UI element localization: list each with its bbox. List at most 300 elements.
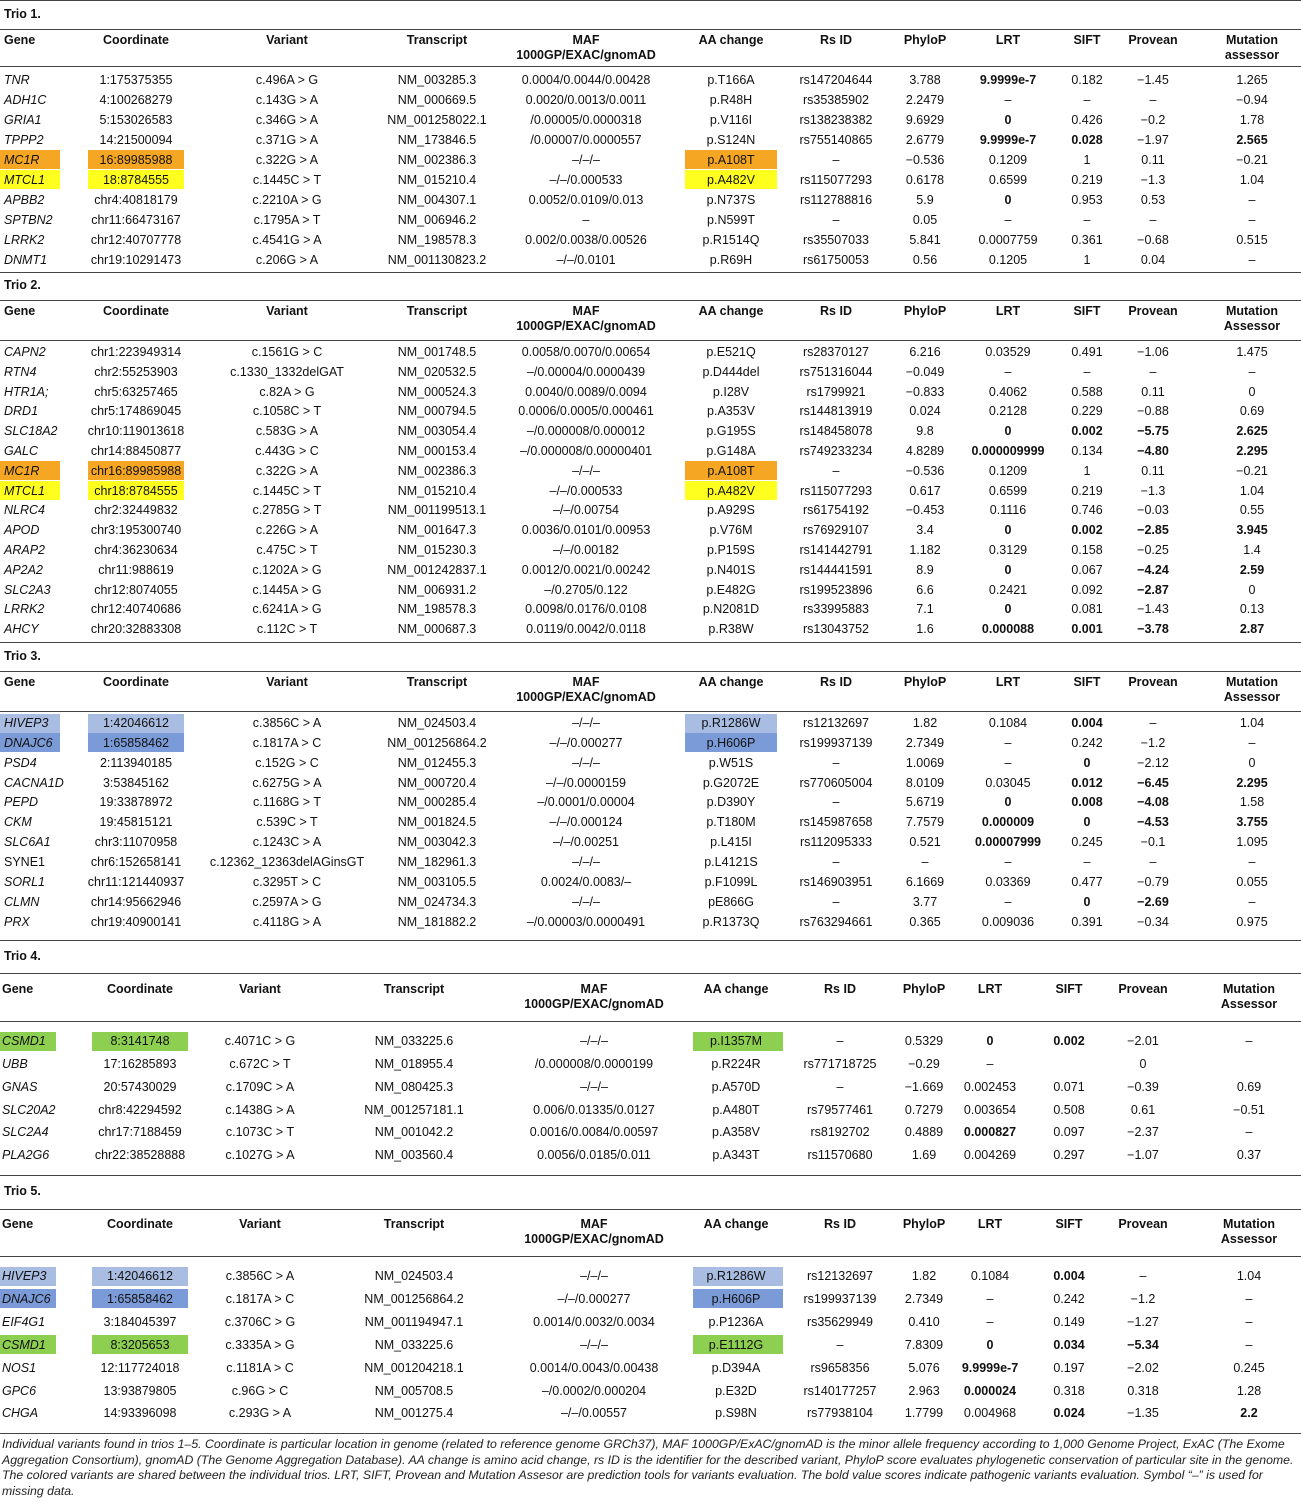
- cell-mutation-assessor: 2.59: [1239, 562, 1265, 577]
- cell-coordinate: 14:21500094: [99, 132, 173, 147]
- cell-aa-change: p.N599T: [707, 212, 755, 227]
- cell-coordinate: 1:42046612: [102, 716, 170, 730]
- cell-rs-id: –: [832, 755, 840, 770]
- cell-sift: –: [1083, 364, 1091, 379]
- cell-aa-change: p.R1514Q: [702, 232, 760, 247]
- cell-phylop: 1.69: [911, 1148, 937, 1163]
- cell-provean: −2.01: [1127, 1034, 1159, 1048]
- cell-phylop: 0.56: [912, 252, 938, 267]
- cell-lrt: 0.1209: [988, 152, 1028, 167]
- cell-lrt: 0.002453: [963, 1079, 1017, 1094]
- cell-sift: 0.158: [1071, 543, 1103, 557]
- cell-maf: –/–/0.0000159: [546, 775, 626, 790]
- cell-mutation-assessor: 0.245: [1233, 1360, 1265, 1375]
- cell-lrt: –: [986, 1291, 994, 1306]
- cell-coordinate: chr17:7188459: [98, 1125, 182, 1140]
- cell-aa-change: p.R69H: [709, 252, 753, 267]
- cell-phylop: 0.5329: [904, 1034, 944, 1048]
- header-gene: Gene: [4, 304, 36, 318]
- header-rs-id: Rs ID: [824, 982, 856, 996]
- cell-rs-id: –: [836, 1079, 844, 1094]
- cell-coordinate: chr20:32883308: [90, 622, 182, 637]
- cell-transcript: NM_033225.6: [374, 1034, 454, 1048]
- trio-title: Trio 4.: [4, 949, 41, 963]
- cell-transcript: NM_005708.5: [374, 1383, 454, 1398]
- cell-transcript: NM_002386.3: [397, 152, 477, 167]
- cell-mutation-assessor: 1.78: [1239, 112, 1265, 127]
- cell-mutation-assessor: 0.69: [1236, 1079, 1262, 1094]
- cell-gene: LRRK2: [4, 232, 45, 247]
- cell-aa-change: p.A108T: [707, 463, 755, 478]
- cell-gene: LRRK2: [4, 602, 45, 617]
- cell-provean: –: [1149, 364, 1157, 379]
- header-coordinate: Coordinate: [103, 675, 169, 689]
- cell-lrt: –: [1004, 212, 1012, 227]
- cell-variant: c.1027G > A: [225, 1148, 295, 1163]
- cell-lrt: 0.03369: [985, 874, 1031, 889]
- cell-aa-change: p.E32D: [715, 1383, 757, 1398]
- cell-aa-change: p.N2081D: [702, 602, 760, 617]
- cell-phylop: –: [921, 854, 929, 869]
- cell-phylop: 9.6929: [905, 112, 945, 127]
- header-mutation-assessor: Mutation Assessor: [1223, 304, 1281, 333]
- cell-transcript: NM_181882.2: [397, 914, 477, 929]
- cell-sift: 1: [1083, 152, 1091, 167]
- cell-lrt: 0.1209: [988, 463, 1028, 478]
- cell-transcript: NM_015230.3: [397, 543, 477, 557]
- cell-transcript: NM_000687.3: [397, 622, 477, 637]
- header-phylop: PhyloP: [903, 33, 947, 47]
- cell-provean: 0: [1139, 1056, 1147, 1071]
- cell-transcript: NM_001748.5: [397, 345, 477, 359]
- cell-rs-id: rs141442791: [799, 543, 873, 557]
- cell-gene: PEPD: [4, 795, 39, 810]
- cell-mutation-assessor: –: [1248, 252, 1256, 267]
- cell-mutation-assessor: 1.28: [1236, 1383, 1262, 1398]
- cell-variant: c.1073C > T: [225, 1125, 295, 1140]
- cell-lrt: –: [1004, 92, 1012, 107]
- header-bottom-rule: [0, 1256, 1301, 1257]
- cell-transcript: NM_015210.4: [397, 172, 477, 187]
- cell-aa-change: p.R1373Q: [702, 914, 760, 929]
- cell-aa-change: p.A358V: [712, 1125, 760, 1140]
- cell-provean: −3.78: [1137, 622, 1169, 637]
- cell-mutation-assessor: –: [1245, 1314, 1253, 1329]
- cell-lrt: –: [1004, 755, 1012, 770]
- cell-rs-id: rs79577461: [806, 1102, 874, 1117]
- cell-aa-change: p.A353V: [707, 404, 755, 419]
- cell-phylop: 5.6719: [905, 795, 945, 810]
- cell-transcript: NM_001194947.1: [364, 1314, 464, 1329]
- cell-mutation-assessor: 3.755: [1236, 815, 1268, 830]
- cell-variant: c.1817A > C: [225, 1291, 295, 1306]
- cell-rs-id: –: [836, 1337, 844, 1352]
- cell-maf: 0.0014/0.0043/0.00438: [529, 1360, 659, 1375]
- cell-transcript: NM_006946.2: [397, 212, 477, 227]
- cell-gene: MC1R: [4, 463, 40, 478]
- cell-maf: /0.00007/0.0000557: [530, 132, 642, 147]
- cell-phylop: 2.2479: [905, 92, 945, 107]
- cell-rs-id: rs199937139: [803, 1291, 877, 1306]
- cell-transcript: NM_001647.3: [397, 523, 477, 538]
- cell-maf: –/–/0.000277: [549, 735, 623, 750]
- cell-provean: −4.24: [1137, 562, 1169, 577]
- cell-gene: SYNE1: [4, 854, 45, 869]
- cell-coordinate: 2:113940185: [99, 755, 173, 770]
- cell-maf: 0.0016/0.0084/0.00597: [529, 1125, 659, 1140]
- cell-variant: c.1330_1332delGAT: [230, 364, 344, 379]
- cell-phylop: −0.536: [905, 463, 945, 478]
- cell-sift: 0.002: [1071, 424, 1103, 439]
- cell-rs-id: rs755140865: [799, 132, 873, 147]
- cell-mutation-assessor: 0.055: [1236, 874, 1268, 889]
- cell-gene: EIF4G1: [2, 1314, 46, 1329]
- cell-provean: −4.80: [1137, 444, 1169, 458]
- cell-phylop: 8.0109: [905, 775, 945, 790]
- cell-gene: GNAS: [2, 1079, 38, 1094]
- header-aa-change: AA change: [698, 675, 764, 689]
- cell-coordinate: chr5:63257465: [94, 384, 178, 399]
- header-sift: SIFT: [1073, 304, 1101, 318]
- cell-phylop: 7.1: [916, 602, 934, 617]
- header-transcript: Transcript: [406, 33, 468, 47]
- header-bottom-rule: [0, 340, 1301, 341]
- cell-provean: −0.68: [1137, 232, 1169, 247]
- cell-phylop: 0.6178: [905, 172, 945, 187]
- cell-mutation-assessor: 2.295: [1236, 775, 1268, 790]
- cell-coordinate: chr4:40818179: [94, 192, 178, 207]
- cell-variant: c.1168G > T: [253, 795, 321, 810]
- cell-maf: –/–/–: [572, 894, 600, 909]
- cell-mutation-assessor: 0: [1248, 384, 1256, 399]
- header-sift: SIFT: [1055, 982, 1083, 996]
- cell-rs-id: –: [832, 152, 840, 167]
- cell-maf: –/0.000008/0.000012: [526, 424, 646, 439]
- table-bottom-rule: [0, 1433, 1301, 1434]
- cell-sift: 0.008: [1071, 795, 1103, 810]
- header-lrt: LRT: [995, 304, 1021, 318]
- cell-coordinate: 8:3141748: [110, 1034, 170, 1048]
- cell-variant: c.322G > A: [255, 152, 319, 167]
- cell-transcript: NM_000153.4: [397, 444, 477, 458]
- cell-phylop: −0.453: [905, 503, 945, 518]
- cell-rs-id: rs12132697: [802, 716, 870, 730]
- cell-gene: PRX: [4, 914, 30, 929]
- cell-variant: c.3856C > A: [225, 1269, 295, 1283]
- cell-provean: −2.12: [1137, 755, 1169, 770]
- cell-sift: 0.134: [1071, 444, 1103, 458]
- cell-coordinate: chr12:40740686: [90, 602, 182, 617]
- cell-sift: 1: [1083, 463, 1091, 478]
- header-lrt: LRT: [977, 1217, 1003, 1231]
- header-provean: Provean: [1118, 1217, 1168, 1231]
- cell-rs-id: rs771718725: [803, 1056, 877, 1071]
- cell-coordinate: chr14:88450877: [90, 444, 182, 458]
- cell-mutation-assessor: 1.4: [1243, 543, 1261, 557]
- header-transcript: Transcript: [383, 1217, 445, 1231]
- cell-transcript: NM_001258022.1: [387, 112, 487, 127]
- cell-phylop: 1.6: [916, 622, 934, 637]
- cell-phylop: 3.4: [916, 523, 934, 538]
- cell-gene: TNR: [4, 73, 30, 87]
- cell-aa-change: p.L415I: [710, 835, 752, 850]
- cell-provean: −4.08: [1137, 795, 1169, 810]
- cell-phylop: 0.617: [909, 483, 941, 498]
- cell-lrt: 0: [1004, 523, 1012, 538]
- cell-lrt: 0.3129: [988, 543, 1028, 557]
- cell-coordinate: chr6:152658141: [90, 854, 182, 869]
- cell-lrt: 0: [1004, 562, 1012, 577]
- cell-lrt: 0.003654: [963, 1102, 1017, 1117]
- table-footnote: Individual variants found in trios 1–5. Coordinate is particular location in genome (related to reference genome GRCh37), MAF 1000GP/ExAC/gnomAD is the minor allele frequency according to 1,000 Genome Project, ExAC (The Exome Aggregation Consortium), gnomAD (The Genome Aggregation Database). AA change is amino acid change, rs ID is the identifier for the described variant, PhyloP score evaluates phylogenetic conservation of particular site in the genome. The colored variants are shared between the individual trios. LRT, SIFT, Provean and Mutation Assesor are prediction tools for variants evaluation. The bold value scores indicate pathogenic variants evaluation. Symbol “–” is used for missing data.: [2, 1437, 1294, 1498]
- header-variant: Variant: [266, 675, 308, 689]
- cell-coordinate: 3:53845162: [102, 775, 170, 790]
- cell-maf: –/0.00003/0.0000491: [526, 914, 646, 929]
- cell-sift: 0.197: [1053, 1360, 1085, 1375]
- cell-lrt: 0.1084: [988, 716, 1028, 730]
- cell-sift: 0: [1083, 894, 1091, 909]
- section-top-rule: [0, 940, 1301, 941]
- cell-maf: 0.002/0.0038/0.00526: [525, 232, 647, 247]
- cell-lrt: 0.0007759: [978, 232, 1038, 247]
- header-top-rule: [0, 300, 1301, 301]
- cell-maf: 0.0058/0.0070/0.00654: [521, 345, 651, 359]
- cell-sift: 0.953: [1071, 192, 1103, 207]
- cell-transcript: NM_198578.3: [397, 602, 477, 617]
- trio-title: Trio 1.: [4, 7, 41, 21]
- cell-aa-change: p.G148A: [706, 444, 756, 458]
- cell-mutation-assessor: −0.51: [1233, 1102, 1265, 1117]
- cell-gene: CHGA: [2, 1406, 39, 1421]
- cell-mutation-assessor: 1.265: [1236, 73, 1268, 87]
- cell-aa-change: p.R1286W: [701, 716, 761, 730]
- cell-coordinate: chr2:55253903: [94, 364, 178, 379]
- cell-variant: c.346G > A: [255, 112, 319, 127]
- cell-phylop: 2.7349: [904, 1291, 944, 1306]
- cell-lrt: 0.6599: [988, 483, 1028, 498]
- cell-mutation-assessor: –: [1248, 735, 1256, 750]
- cell-maf: –/–/–: [572, 152, 600, 167]
- header-mutation-assessor: Mutation Assessor: [1220, 982, 1278, 1011]
- header-bottom-rule: [0, 711, 1301, 712]
- cell-sift: 0: [1083, 755, 1091, 770]
- cell-gene: APOD: [4, 523, 40, 538]
- cell-mutation-assessor: 2.2: [1240, 1406, 1258, 1421]
- cell-rs-id: rs145987658: [799, 815, 873, 830]
- section-top-rule: [0, 1175, 1301, 1176]
- cell-sift: 0.067: [1071, 562, 1103, 577]
- section-top-rule: [0, 642, 1301, 643]
- cell-variant: c.3295T > C: [252, 874, 322, 889]
- cell-rs-id: rs144441591: [799, 562, 873, 577]
- cell-rs-id: rs12132697: [806, 1269, 874, 1283]
- cell-phylop: −0.536: [905, 152, 945, 167]
- header-rs-id: Rs ID: [820, 304, 852, 318]
- cell-maf: –/–/0.000533: [549, 483, 623, 498]
- cell-coordinate: chr19:10291473: [90, 252, 182, 267]
- cell-maf: 0.006/0.01335/0.0127: [533, 1102, 655, 1117]
- cell-lrt: 0.00007999: [974, 835, 1042, 850]
- header-coordinate: Coordinate: [103, 304, 169, 318]
- cell-lrt: –: [986, 1314, 994, 1329]
- cell-sift: 0.297: [1053, 1148, 1085, 1163]
- cell-coordinate: 18:8784555: [102, 172, 170, 187]
- cell-phylop: 0.024: [909, 404, 941, 419]
- header-aa-change: AA change: [698, 33, 764, 47]
- cell-lrt: –: [1004, 854, 1012, 869]
- cell-gene: SLC6A1: [4, 835, 51, 850]
- cell-mutation-assessor: 0.13: [1239, 602, 1265, 617]
- cell-provean: −0.79: [1137, 874, 1169, 889]
- cell-maf: 0.0014/0.0032/0.0034: [533, 1314, 655, 1329]
- cell-aa-change: p.S98N: [715, 1406, 757, 1421]
- cell-variant: c.1243C > A: [252, 835, 322, 850]
- cell-sift: 0.002: [1071, 523, 1103, 538]
- cell-provean: –: [1139, 1269, 1147, 1283]
- cell-maf: 0.0119/0.0042/0.0118: [526, 622, 646, 637]
- cell-rs-id: rs147204644: [799, 73, 873, 87]
- cell-maf: 0.0006/0.0005/0.000461: [518, 404, 654, 419]
- cell-rs-id: rs8192702: [810, 1125, 870, 1140]
- trio-title: Trio 2.: [4, 278, 41, 292]
- cell-sift: 0.097: [1053, 1125, 1085, 1140]
- cell-rs-id: rs76929107: [802, 523, 870, 538]
- cell-rs-id: –: [832, 894, 840, 909]
- cell-variant: c.152G > C: [255, 755, 319, 770]
- cell-maf: –/–/–: [580, 1034, 608, 1048]
- cell-sift: 0.588: [1071, 384, 1103, 399]
- cell-provean: 0.318: [1127, 1383, 1159, 1398]
- cell-variant: c.4071C > G: [224, 1034, 296, 1048]
- cell-phylop: −0.833: [905, 384, 945, 399]
- cell-mutation-assessor: –: [1245, 1125, 1253, 1140]
- cell-sift: 0.071: [1053, 1079, 1085, 1094]
- cell-transcript: NM_024734.3: [397, 894, 477, 909]
- cell-aa-change: p.N401S: [706, 562, 756, 577]
- cell-mutation-assessor: 2.625: [1236, 424, 1268, 439]
- cell-mutation-assessor: 2.565: [1236, 132, 1268, 147]
- cell-provean: –: [1149, 212, 1157, 227]
- section-top-rule: [0, 0, 1301, 1]
- cell-gene: AHCY: [4, 622, 39, 637]
- header-lrt: LRT: [995, 33, 1021, 47]
- cell-provean: −0.2: [1140, 112, 1166, 127]
- cell-variant: c.1445C > T: [252, 483, 322, 498]
- cell-coordinate: chr8:42294592: [98, 1102, 182, 1117]
- cell-variant: c.96G > C: [231, 1383, 289, 1398]
- cell-variant: c.82A > G: [259, 384, 315, 399]
- cell-phylop: 0.410: [908, 1314, 940, 1329]
- cell-aa-change: p.A482V: [707, 483, 755, 498]
- cell-mutation-assessor: 1.095: [1236, 835, 1268, 850]
- cell-transcript: NM_001256864.2: [364, 1291, 464, 1306]
- cell-provean: 0.11: [1141, 152, 1165, 167]
- cell-lrt: 0.1116: [989, 503, 1027, 518]
- cell-rs-id: rs749233234: [799, 444, 873, 458]
- cell-coordinate: 13:93879805: [103, 1383, 177, 1398]
- cell-gene: MTCL1: [4, 483, 45, 498]
- cell-aa-change: p.P1236A: [708, 1314, 764, 1329]
- cell-sift: 0.004: [1053, 1269, 1085, 1283]
- cell-transcript: NM_182961.3: [397, 854, 477, 869]
- cell-mutation-assessor: –: [1248, 854, 1256, 869]
- cell-maf: –/–/–: [580, 1269, 608, 1283]
- cell-provean: −0.39: [1127, 1079, 1159, 1094]
- cell-rs-id: –: [832, 212, 840, 227]
- cell-sift: 0.092: [1071, 582, 1103, 597]
- cell-lrt: 0.000009999: [971, 444, 1045, 458]
- cell-phylop: 2.6779: [905, 132, 945, 147]
- cell-transcript: NM_003285.3: [397, 73, 477, 87]
- cell-rs-id: rs13043752: [802, 622, 870, 637]
- cell-maf: 0.0056/0.0185/0.011: [537, 1148, 651, 1163]
- cell-aa-change: p.T180M: [706, 815, 756, 830]
- cell-provean: −0.1: [1140, 835, 1166, 850]
- cell-maf: –/–/0.000277: [557, 1291, 631, 1306]
- cell-mutation-assessor: 1.04: [1239, 172, 1265, 187]
- cell-sift: 0.508: [1053, 1102, 1085, 1117]
- cell-sift: 0.318: [1053, 1383, 1085, 1398]
- cell-variant: c.1438G > A: [225, 1102, 295, 1117]
- cell-lrt: 0.004269: [963, 1148, 1017, 1163]
- cell-maf: –/–/0.0101: [556, 252, 616, 267]
- cell-aa-change: p.A570D: [711, 1079, 761, 1094]
- cell-transcript: NM_001199513.1: [387, 503, 487, 518]
- cell-provean: −0.34: [1137, 914, 1169, 929]
- cell-gene: DRD1: [4, 404, 39, 419]
- cell-mutation-assessor: 1.04: [1236, 1269, 1262, 1283]
- cell-gene: DNMT1: [4, 252, 48, 267]
- cell-provean: −2.02: [1127, 1360, 1159, 1375]
- cell-gene: GALC: [4, 444, 39, 458]
- cell-aa-change: p.R1286W: [706, 1269, 766, 1283]
- cell-transcript: NM_012455.3: [397, 755, 477, 770]
- cell-transcript: NM_001824.5: [397, 815, 477, 830]
- cell-lrt: 0: [986, 1034, 994, 1048]
- cell-variant: c.2210A > G: [252, 192, 322, 207]
- cell-gene: SORL1: [4, 874, 45, 889]
- cell-aa-change: p.L4121S: [704, 854, 758, 869]
- cell-variant: c.371G > A: [255, 132, 319, 147]
- cell-mutation-assessor: −0.21: [1236, 152, 1268, 167]
- cell-rs-id: rs146903951: [799, 874, 873, 889]
- cell-lrt: 0: [1004, 424, 1012, 439]
- header-rs-id: Rs ID: [824, 1217, 856, 1231]
- cell-variant: c.226G > A: [255, 523, 319, 538]
- cell-provean: −2.87: [1137, 582, 1169, 597]
- cell-aa-change: p.A108T: [707, 152, 755, 167]
- cell-gene: CAPN2: [4, 345, 46, 359]
- cell-coordinate: 1:175375355: [99, 73, 173, 87]
- cell-sift: 0.219: [1071, 172, 1103, 187]
- cell-variant: c.539C > T: [256, 815, 318, 830]
- header-aa-change: AA change: [703, 1217, 769, 1231]
- cell-mutation-assessor: 1.04: [1239, 716, 1265, 730]
- cell-provean: –: [1149, 716, 1157, 730]
- cell-transcript: NM_002386.3: [397, 463, 477, 478]
- cell-rs-id: rs115077293: [799, 172, 873, 187]
- cell-gene: CSMD1: [2, 1034, 46, 1048]
- cell-mutation-assessor: –: [1245, 1337, 1253, 1352]
- cell-sift: 0.004: [1071, 716, 1103, 730]
- cell-coordinate: 8:3205653: [110, 1337, 170, 1352]
- header-provean: Provean: [1118, 982, 1168, 996]
- cell-rs-id: rs112095333: [799, 835, 873, 850]
- cell-sift: 0.149: [1053, 1314, 1085, 1329]
- cell-provean: −1.3: [1140, 172, 1166, 187]
- cell-coordinate: 20:57430029: [103, 1079, 177, 1094]
- cell-rs-id: rs115077293: [799, 483, 873, 498]
